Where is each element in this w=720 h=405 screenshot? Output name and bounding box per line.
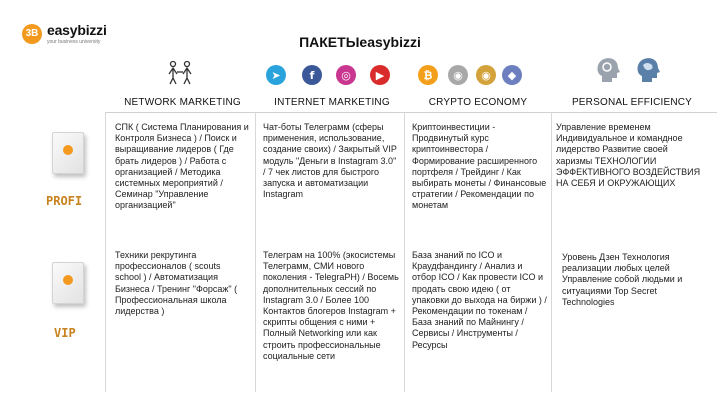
head-brain-icon: [632, 54, 664, 86]
cell-profi-network: СПК ( Система Планирования и Контроля Бизнеса ) / Поиск и выращивание лидеров ( Где брать лидеров ) / Работа с организацией / Методика системных мероприятий / Семинар "Управление организацией": [115, 122, 249, 211]
vip-package-box: [52, 262, 84, 304]
cell-profi-internet: Чат-боты Телеграмм (сферы применения, использование, создание своих) / Закрытый VIP модуль "Деньги в Instagram 3.0" / 7 чек листов для быстрого запуска и автоматизации Instagram: [263, 122, 397, 200]
cell-vip-internet: Телеграм на 100% (экосистемы Телеграмм, СМИ нового поколения - TelegraPH) / Восемь дополнительных сессий по Instagram 3.0 / Более 100 Контактов блогеров Instagram + скрипты общения с ними + Полный Networking или как строить профессиональные социальные сети: [263, 250, 399, 361]
head-gears-icon: [592, 54, 624, 86]
table-left-border: [105, 112, 106, 392]
page-title: ПАКЕТЫeasybizzi: [299, 34, 421, 50]
logo-tagline: your business university: [47, 39, 101, 45]
silver-coin-icon: ◉: [448, 65, 468, 85]
logo-mark: 3B: [22, 24, 42, 44]
col-head-personal-efficiency: PERSONAL EFFICIENCY: [571, 97, 693, 108]
header-divider: [105, 112, 717, 113]
cell-vip-network: Техники рекрутинга профессионалов ( scouts school ) / Автоматизация Бизнеса / Тренинг "Форсаж" ( Профессиональная школа лидерства ): [115, 250, 238, 317]
tier-label-vip: VIP: [54, 326, 76, 340]
tier-label-profi: PROFI: [46, 194, 83, 208]
bitcoin-icon: ₿: [418, 65, 438, 85]
profi-package-box: [52, 132, 84, 174]
instagram-icon[interactable]: ◎: [336, 65, 356, 85]
col-head-crypto-economy: CRYPTO ECONOMY: [428, 97, 528, 108]
gold-coin-icon: ◉: [476, 65, 496, 85]
col-head-internet-marketing: INTERNET MARKETING: [274, 97, 390, 108]
logo-name: easybizzi: [47, 22, 107, 38]
cell-vip-crypto: База знаний по ICO и Краудфандингу / Анализ и отбор ICO / Как провести ICO и продать свою идею ( от упаковки до выхода на биржи ) / Рекомендации по токенам / База знаний по Майнингу / Сервисы / Инструменты / Ресурсы: [412, 250, 547, 350]
cell-profi-crypto: Криптоинвестиции - Продвинутый курс криптоинвестора / Формирование расширенного портфеля / Трейдинг / Как выбирать монеты / Финансовые стратегии / Рекомендации по монетам: [412, 122, 547, 211]
facebook-icon[interactable]: f: [302, 65, 322, 85]
cell-profi-personal: Управление временем Индивидуальное и командное лидерство Развитие своей харизмы ТЕХНОЛОГИИ ЭФФЕКТИВНОГО ВОЗДЕЙСТВИЯ НА СЕБЯ И ОКРУЖАЮЩИХ: [556, 122, 701, 189]
col-divider: [551, 112, 552, 392]
cell-vip-personal: Уровень Дзен Технология реализации любых целей Управление собой людьми и ситуациями Top Secret Technologies: [562, 252, 683, 307]
col-divider: [255, 112, 256, 392]
col-head-network-marketing: NETWORK MARKETING: [124, 97, 241, 108]
ethereum-icon: ◆: [502, 65, 522, 85]
telegram-icon[interactable]: ➤: [266, 65, 286, 85]
youtube-icon[interactable]: ▶: [370, 65, 390, 85]
col-divider: [404, 112, 405, 392]
network-people-icon: [165, 58, 195, 88]
